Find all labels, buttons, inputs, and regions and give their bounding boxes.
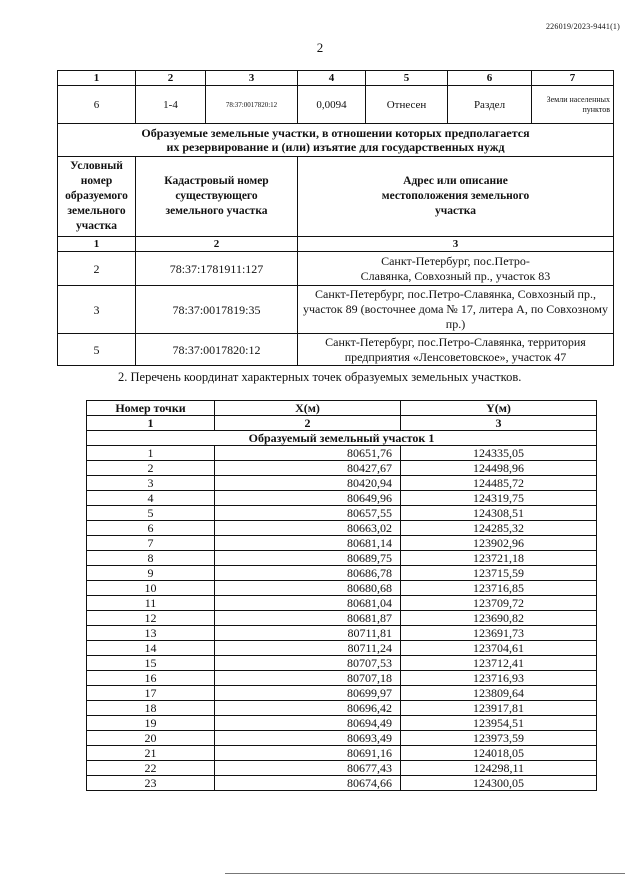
x-coordinate-cell: 80651,76 bbox=[215, 446, 401, 461]
y-coordinate-cell: 124285,32 bbox=[401, 521, 597, 536]
x-coordinate-cell: 80696,42 bbox=[215, 701, 401, 716]
col-number: 3 bbox=[206, 71, 298, 86]
table-cell: Земли населенных пунктов bbox=[532, 86, 614, 124]
table-cell: 78:37:1781911:127 bbox=[136, 252, 298, 286]
point-number-cell: 21 bbox=[87, 746, 215, 761]
col-number: 2 bbox=[215, 416, 401, 431]
table-cell: 78:37:0017820:12 bbox=[206, 86, 298, 124]
y-coordinate-cell: 124298,11 bbox=[401, 761, 597, 776]
table-row bbox=[87, 521, 597, 536]
col-number: 1 bbox=[58, 71, 136, 86]
x-coordinate-cell: 80699,97 bbox=[215, 686, 401, 701]
point-number-cell: 22 bbox=[87, 761, 215, 776]
table-cell: Раздел bbox=[448, 86, 532, 124]
point-number-cell: 3 bbox=[87, 476, 215, 491]
column-number-row bbox=[87, 416, 597, 431]
point-number-cell: 12 bbox=[87, 611, 215, 626]
point-number-cell: 17 bbox=[87, 686, 215, 701]
x-coordinate-cell: 80420,94 bbox=[215, 476, 401, 491]
point-number-cell: 13 bbox=[87, 626, 215, 641]
banner-line: Образуемые земельные участки, в отношении которых предполагается bbox=[141, 126, 530, 140]
point-number-cell: 1 bbox=[87, 446, 215, 461]
x-coordinate-cell: 80680,68 bbox=[215, 581, 401, 596]
table-row bbox=[58, 86, 614, 124]
table-row bbox=[87, 746, 597, 761]
point-number-cell: 16 bbox=[87, 671, 215, 686]
y-coordinate-cell: 123917,81 bbox=[401, 701, 597, 716]
y-coordinate-cell: 123690,82 bbox=[401, 611, 597, 626]
land-plots-table bbox=[57, 70, 614, 366]
x-coordinate-cell: 80657,55 bbox=[215, 506, 401, 521]
x-coordinate-cell: 80707,18 bbox=[215, 671, 401, 686]
table-row bbox=[87, 506, 597, 521]
point-number-cell: 7 bbox=[87, 536, 215, 551]
header-y: Y(м) bbox=[401, 401, 597, 416]
x-coordinate-cell: 80691,16 bbox=[215, 746, 401, 761]
point-number-cell: 20 bbox=[87, 731, 215, 746]
x-coordinate-cell: 80677,43 bbox=[215, 761, 401, 776]
table-row bbox=[87, 656, 597, 671]
x-coordinate-cell: 80681,87 bbox=[215, 611, 401, 626]
table-row bbox=[87, 716, 597, 731]
col-number: 6 bbox=[448, 71, 532, 86]
y-coordinate-cell: 123809,64 bbox=[401, 686, 597, 701]
point-number-cell: 9 bbox=[87, 566, 215, 581]
table-row bbox=[87, 551, 597, 566]
section-banner-row bbox=[58, 124, 614, 157]
point-number-cell: 5 bbox=[87, 506, 215, 521]
table-row bbox=[58, 286, 614, 334]
subtitle-row bbox=[87, 431, 597, 446]
table-row bbox=[87, 701, 597, 716]
y-coordinate-cell: 124308,51 bbox=[401, 506, 597, 521]
table-row bbox=[87, 611, 597, 626]
x-coordinate-cell: 80681,14 bbox=[215, 536, 401, 551]
table-row bbox=[87, 491, 597, 506]
y-coordinate-cell: 123721,18 bbox=[401, 551, 597, 566]
y-coordinate-cell: 123954,51 bbox=[401, 716, 597, 731]
point-number-cell: 2 bbox=[87, 461, 215, 476]
y-coordinate-cell: 124498,96 bbox=[401, 461, 597, 476]
header-cadastral-number: Кадастровый номер существующего земельного участка bbox=[136, 157, 298, 237]
header-point-number: Номер точки bbox=[87, 401, 215, 416]
point-number-cell: 14 bbox=[87, 641, 215, 656]
table-cell: 78:37:0017820:12 bbox=[136, 334, 298, 366]
column-number-row bbox=[58, 71, 614, 86]
x-coordinate-cell: 80707,53 bbox=[215, 656, 401, 671]
point-number-cell: 15 bbox=[87, 656, 215, 671]
scan-edge-line bbox=[225, 873, 625, 874]
table-row bbox=[87, 446, 597, 461]
document-reference-number: 226019/2023-9441(1) bbox=[545, 22, 620, 31]
y-coordinate-cell: 123716,85 bbox=[401, 581, 597, 596]
table-row bbox=[87, 761, 597, 776]
table-row bbox=[87, 476, 597, 491]
col-number: 1 bbox=[58, 237, 136, 252]
col-number: 5 bbox=[366, 71, 448, 86]
col-number: 3 bbox=[401, 416, 597, 431]
y-coordinate-cell: 123902,96 bbox=[401, 536, 597, 551]
table-cell: Санкт-Петербург, пос.Петро-Славянка, Совхозный пр., участок 89 (восточнее дома № 17, литера А, по Совхозному пр.) bbox=[298, 286, 614, 334]
coordinates-table bbox=[86, 400, 597, 791]
point-number-cell: 18 bbox=[87, 701, 215, 716]
y-coordinate-cell: 124319,75 bbox=[401, 491, 597, 506]
table-cell: 78:37:0017819:35 bbox=[136, 286, 298, 334]
page-number: 2 bbox=[316, 40, 324, 55]
x-coordinate-cell: 80711,81 bbox=[215, 626, 401, 641]
y-coordinate-cell: 123709,72 bbox=[401, 596, 597, 611]
table-row bbox=[87, 536, 597, 551]
table-row bbox=[87, 581, 597, 596]
col-number: 7 bbox=[532, 71, 614, 86]
y-coordinate-cell: 124335,05 bbox=[401, 446, 597, 461]
header-row bbox=[87, 401, 597, 416]
y-coordinate-cell: 124300,05 bbox=[401, 776, 597, 791]
col-number: 3 bbox=[298, 237, 614, 252]
x-coordinate-cell: 80689,75 bbox=[215, 551, 401, 566]
col-number: 4 bbox=[298, 71, 366, 86]
y-coordinate-cell: 124485,72 bbox=[401, 476, 597, 491]
point-number-cell: 19 bbox=[87, 716, 215, 731]
point-number-cell: 11 bbox=[87, 596, 215, 611]
section-2-heading: 2. Перечень координат характерных точек образуемых земельных участков. bbox=[118, 370, 522, 384]
x-coordinate-cell: 80674,66 bbox=[215, 776, 401, 791]
table-row bbox=[87, 596, 597, 611]
point-number-cell: 4 bbox=[87, 491, 215, 506]
x-coordinate-cell: 80686,78 bbox=[215, 566, 401, 581]
y-coordinate-cell: 124018,05 bbox=[401, 746, 597, 761]
table-cell: 5 bbox=[58, 334, 136, 366]
x-coordinate-cell: 80649,96 bbox=[215, 491, 401, 506]
y-coordinate-cell: 123712,41 bbox=[401, 656, 597, 671]
x-coordinate-cell: 80681,04 bbox=[215, 596, 401, 611]
x-coordinate-cell: 80694,49 bbox=[215, 716, 401, 731]
table-cell: 3 bbox=[58, 286, 136, 334]
y-coordinate-cell: 123715,59 bbox=[401, 566, 597, 581]
x-coordinate-cell: 80711,24 bbox=[215, 641, 401, 656]
x-coordinate-cell: 80427,67 bbox=[215, 461, 401, 476]
col-number: 2 bbox=[136, 71, 206, 86]
point-number-cell: 10 bbox=[87, 581, 215, 596]
table-cell: 2 bbox=[58, 252, 136, 286]
section-banner bbox=[58, 124, 614, 157]
table-row bbox=[58, 252, 614, 286]
banner-line: их резервирование и (или) изъятие для государственных нужд bbox=[166, 140, 505, 154]
y-coordinate-cell: 123704,61 bbox=[401, 641, 597, 656]
col-number: 2 bbox=[136, 237, 298, 252]
table-cell: Санкт-Петербург, пос.Петро-Славянка, Совхозный пр., участок 83 bbox=[298, 252, 614, 286]
y-coordinate-cell: 123973,59 bbox=[401, 731, 597, 746]
table-row bbox=[87, 626, 597, 641]
table-row bbox=[87, 686, 597, 701]
table-cell: 1-4 bbox=[136, 86, 206, 124]
table-cell: 6 bbox=[58, 86, 136, 124]
table-cell: Отнесен bbox=[366, 86, 448, 124]
sub-number-row bbox=[58, 237, 614, 252]
table-row bbox=[87, 566, 597, 581]
table-row bbox=[87, 776, 597, 791]
table-row bbox=[87, 641, 597, 656]
table-row bbox=[87, 731, 597, 746]
header-conditional-number: Условный номер образуемого земельного участка bbox=[58, 157, 136, 237]
header-x: X(м) bbox=[215, 401, 401, 416]
y-coordinate-cell: 123691,73 bbox=[401, 626, 597, 641]
point-number-cell: 23 bbox=[87, 776, 215, 791]
x-coordinate-cell: 80693,49 bbox=[215, 731, 401, 746]
point-number-cell: 6 bbox=[87, 521, 215, 536]
table-row bbox=[87, 461, 597, 476]
col-number: 1 bbox=[87, 416, 215, 431]
table-row bbox=[87, 671, 597, 686]
x-coordinate-cell: 80663,02 bbox=[215, 521, 401, 536]
table-cell: 0,0094 bbox=[298, 86, 366, 124]
header-row bbox=[58, 157, 614, 237]
y-coordinate-cell: 123716,93 bbox=[401, 671, 597, 686]
table-row bbox=[58, 334, 614, 366]
plot-subtitle: Образуемый земельный участок 1 bbox=[87, 431, 597, 446]
point-number-cell: 8 bbox=[87, 551, 215, 566]
header-address: Адрес или описание местоположения земельного участка bbox=[298, 157, 614, 237]
table-cell: Санкт-Петербург, пос.Петро-Славянка, территория предприятия «Ленсоветовское», участок 47 bbox=[298, 334, 614, 366]
